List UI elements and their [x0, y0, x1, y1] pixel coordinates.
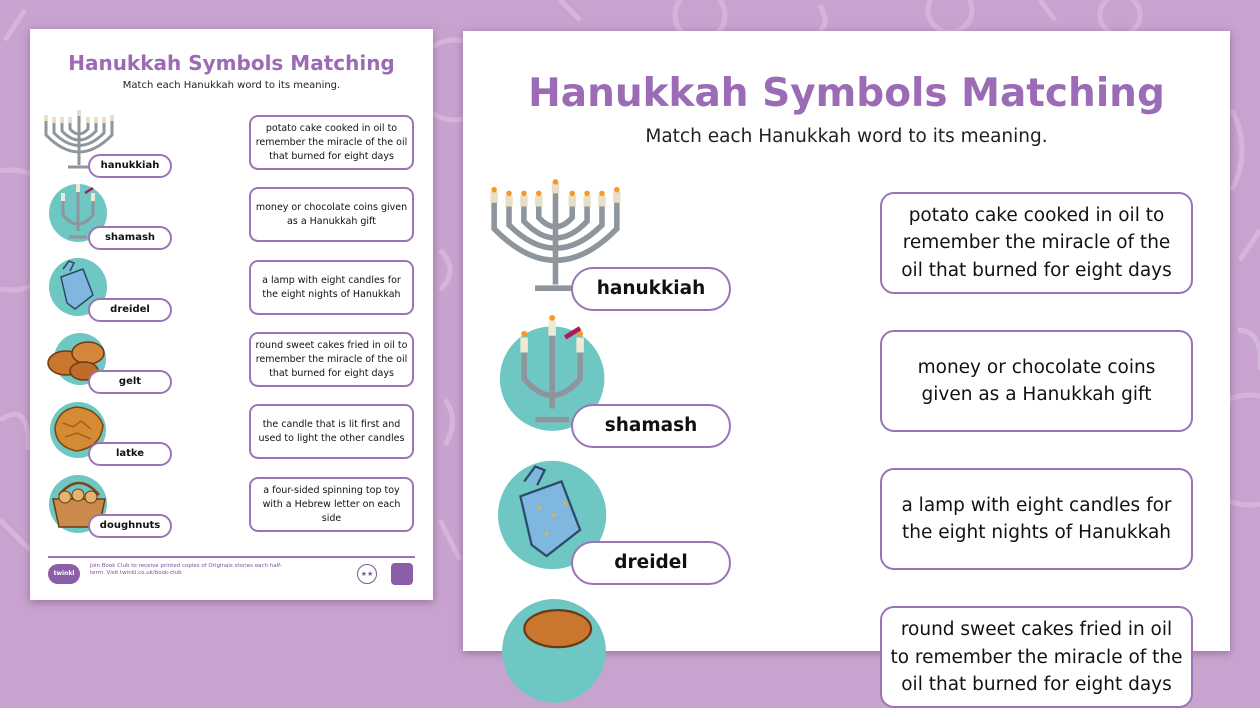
definition-box-2: money or chocolate coins given as a Hanukkah gift	[249, 187, 414, 242]
word-box-gelt: gelt	[88, 370, 172, 394]
word-box-dreidel: dreidel	[571, 541, 731, 585]
definition-box-4: round sweet cakes fried in oil to remember the miracle of the oil that burned for eight days	[880, 606, 1193, 708]
twinkl-originals-logo: twinkl ORIGINALS	[48, 564, 80, 584]
definition-box-4: round sweet cakes fried in oil to remember the miracle of the oil that burned for eight days	[249, 332, 414, 387]
definition-box-1: potato cake cooked in oil to remember the miracle of the oil that burned for eight days	[880, 192, 1193, 294]
stars-badge-icon: ★★	[357, 564, 377, 584]
word-box-hanukkiah: hanukkiah	[571, 267, 731, 311]
definition-box-2: money or chocolate coins given as a Hanukkah gift	[880, 330, 1193, 432]
word-box-shamash: shamash	[88, 226, 172, 250]
worksheet-preview	[30, 29, 433, 600]
definition-box-3: a lamp with eight candles for the eight nights of Hanukkah	[880, 468, 1193, 570]
footer-text: Join Book Club to receive printed copies of Originals stories each half-term. Visit twinkl.co.uk/book-club	[90, 563, 282, 576]
word-box-dreidel: dreidel	[88, 298, 172, 322]
worksheet-zoom	[463, 31, 1230, 695]
worksheet-title: Hanukkah Symbols Matching	[528, 71, 1165, 116]
worksheet-subtitle: Match each Hanukkah word to its meaning.	[122, 80, 341, 91]
definition-box-3: a lamp with eight candles for the eight nights of Hanukkah	[249, 260, 414, 315]
definition-box-1: potato cake cooked in oil to remember the miracle of the oil that burned for eight days	[249, 115, 414, 170]
definition-box-6: a four-sided spinning top toy with a Hebrew letter on each side	[249, 477, 414, 532]
book-club-seal-icon	[391, 563, 413, 585]
worksheet-footer	[48, 556, 415, 597]
worksheet-subtitle: Match each Hanukkah word to its meaning.	[645, 126, 1048, 147]
worksheet-title: Hanukkah Symbols Matching	[68, 51, 395, 75]
definition-box-5: the candle that is lit first and used to light the other candles	[249, 404, 414, 459]
gelt-coins-icon	[498, 599, 610, 699]
word-box-latke: latke	[88, 442, 172, 466]
word-box-doughnuts: doughnuts	[88, 514, 172, 538]
word-box-shamash: shamash	[571, 404, 731, 448]
word-box-hanukkiah: hanukkiah	[88, 154, 172, 178]
